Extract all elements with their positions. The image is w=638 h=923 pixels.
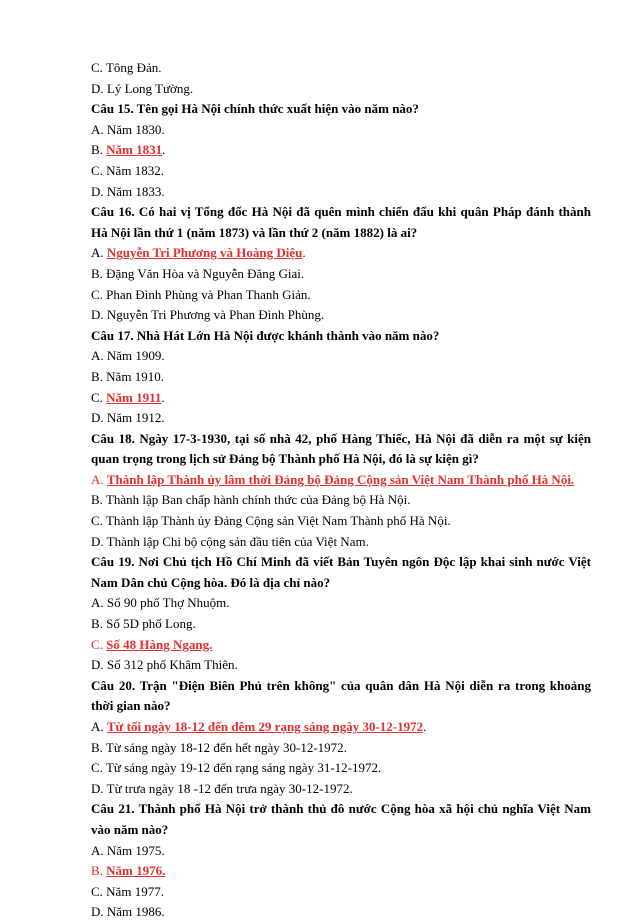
option-text: Lý Long Tường.	[106, 80, 194, 96]
option-text: Số 48 Hàng Ngang.	[106, 636, 213, 652]
option-text: Năm 1977.	[106, 883, 164, 899]
correct-answer-option	[91, 717, 591, 738]
answer-option	[91, 511, 591, 532]
correct-answer-option	[91, 140, 591, 161]
option-letter: A.	[91, 245, 104, 261]
option-letter: C.	[91, 60, 103, 75]
answer-option	[91, 655, 591, 676]
option-letter: C.	[91, 162, 103, 178]
option-letter: C.	[91, 883, 103, 899]
answer-option	[91, 58, 591, 79]
question-text: Câu 21. Thành phố Hà Nội trở thành thủ đô nước Cộng hòa xã hội chủ nghĩa Việt Nam vào năm nào?	[91, 801, 591, 837]
option-text: Năm 1911	[106, 389, 162, 405]
option-text: Năm 1909.	[106, 348, 165, 364]
option-letter: D.	[91, 904, 104, 920]
option-text: Từ sáng ngày 19-12 đến rạng sáng ngày 31-12-1972.	[105, 760, 382, 776]
option-letter: C.	[91, 760, 103, 776]
option-letter: B.	[91, 739, 103, 755]
option-text: Thành lập Ban chấp hành chính thức của Đảng bộ Hà Nội.	[105, 492, 411, 508]
option-letter: C.	[91, 636, 103, 652]
option-letter: A.	[91, 121, 104, 137]
option-text: Số 5D phố Long.	[106, 616, 196, 632]
answer-option	[91, 79, 591, 100]
answer-option	[91, 902, 591, 923]
option-text: Thành lập Thành ủy lâm thời Đảng bộ Đảng Cộng sản Việt Nam Thành phố Hà Nội.	[106, 471, 575, 487]
option-letter: B.	[91, 265, 103, 281]
option-text: Từ sáng ngày 18-12 đến hết ngày 30-12-1972.	[105, 739, 347, 755]
option-text: Năm 1833.	[106, 183, 165, 199]
option-text: Từ tối ngày 18-12 đến đêm 29 rạng sáng ngày 30-12-1972	[106, 719, 424, 734]
option-letter: D.	[91, 183, 104, 199]
question-text: Câu 17. Nhà Hát Lớn Hà Nội được khánh thành vào năm nào?	[91, 327, 440, 343]
correct-answer-option	[91, 861, 591, 882]
quiz-document	[91, 58, 591, 923]
option-letter: D.	[91, 533, 104, 549]
option-letter: C.	[91, 286, 103, 302]
option-letter: A.	[91, 348, 104, 364]
answer-option	[91, 305, 591, 326]
option-suffix: .	[423, 719, 427, 734]
answer-option	[91, 346, 591, 367]
option-text: Thành lập Chi bộ cộng sản đầu tiên của Việt Nam.	[106, 533, 369, 549]
answer-option	[91, 120, 591, 141]
option-text: Năm 1831	[106, 142, 163, 158]
option-letter: D.	[91, 410, 104, 426]
option-letter: C.	[91, 389, 103, 405]
answer-option	[91, 490, 591, 511]
answer-option	[91, 779, 591, 800]
option-text: Phan Đình Phùng và Phan Thanh Giản.	[106, 286, 311, 302]
answer-option	[91, 882, 591, 903]
option-suffix: .	[302, 245, 306, 261]
option-text: Nguyễn Tri Phương và Hoàng Diệu	[106, 245, 303, 261]
answer-option	[91, 614, 591, 635]
option-letter: B.	[91, 368, 103, 384]
option-text: Tông Đản.	[105, 60, 162, 75]
answer-option	[91, 182, 591, 203]
answer-option	[91, 758, 591, 779]
answer-option	[91, 532, 591, 553]
answer-option	[91, 367, 591, 388]
answer-option	[91, 264, 591, 285]
option-text: Thành lập Thành ủy Đảng Cộng sản Việt Nam Thành phố Hà Nội.	[105, 513, 451, 529]
option-text: Số 312 phố Khâm Thiên.	[106, 657, 238, 673]
answer-option	[91, 738, 591, 759]
option-letter: D.	[91, 80, 104, 96]
option-letter: A.	[91, 719, 104, 734]
option-text: Năm 1910.	[106, 368, 164, 384]
answer-option	[91, 841, 591, 862]
question-text: Câu 19. Nơi Chủ tịch Hồ Chí Minh đã viết Bản Tuyên ngôn Độc lập khai sinh nước Việt Nam Dân chủ Cộng hòa. Đó là địa chỉ nào?	[91, 554, 591, 590]
option-letter: D.	[91, 307, 104, 323]
correct-answer-option	[91, 243, 591, 264]
option-letter: A.	[91, 595, 104, 611]
option-letter: A.	[91, 842, 104, 858]
option-text: Năm 1830.	[106, 121, 165, 137]
option-text: Năm 1912.	[106, 410, 165, 426]
answer-option	[91, 408, 591, 429]
option-suffix: .	[161, 389, 165, 405]
option-letter: D.	[91, 780, 104, 796]
answer-option	[91, 593, 591, 614]
option-letter: B.	[91, 616, 103, 632]
question-text: Câu 16. Có hai vị Tổng đốc Hà Nội đã quên mình chiến đấu khi quân Pháp đánh thành Hà Nội lần thứ 1 (năm 1873) và lần thứ 2 (năm 1882) là ai?	[91, 204, 591, 240]
answer-option	[91, 161, 591, 182]
option-text: Nguyễn Tri Phương và Phan Đình Phùng.	[106, 307, 325, 323]
correct-answer-option	[91, 635, 591, 656]
answer-option	[91, 285, 591, 306]
option-text: Năm 1976.	[106, 863, 166, 879]
option-letter: B.	[91, 492, 103, 508]
option-text: Số 90 phố Thợ Nhuộm.	[106, 595, 230, 611]
question-text: Câu 18. Ngày 17-3-1930, tại số nhà 42, phố Hàng Thiếc, Hà Nội đã diễn ra một sự kiện quan trọng trong lịch sử Đảng bộ Thành phố Hà Nội, đó là sự kiện gì?	[91, 430, 591, 467]
option-letter: C.	[91, 513, 103, 529]
option-text: Năm 1975.	[106, 842, 165, 858]
option-letter: A.	[91, 471, 104, 487]
option-suffix: .	[162, 142, 166, 158]
option-text: Năm 1832.	[106, 162, 164, 178]
correct-answer-option	[91, 388, 591, 409]
option-text: Từ trưa ngày 18 -12 đến trưa ngày 30-12-1972.	[106, 780, 353, 796]
question-text: Câu 20. Trận "Điện Biên Phủ trên không" của quân dân Hà Nội diễn ra trong khoảng thời gian nào?	[91, 677, 591, 714]
correct-answer-option	[91, 470, 591, 491]
option-letter: B.	[91, 142, 103, 158]
option-letter: D.	[91, 657, 104, 673]
option-letter: B.	[91, 863, 103, 879]
option-text: Đặng Văn Hòa và Nguyễn Đăng Giai.	[106, 265, 305, 281]
option-text: Năm 1986.	[106, 904, 165, 920]
question-text: Câu 15. Tên gọi Hà Nội chính thức xuất hiện vào năm nào?	[91, 101, 419, 117]
